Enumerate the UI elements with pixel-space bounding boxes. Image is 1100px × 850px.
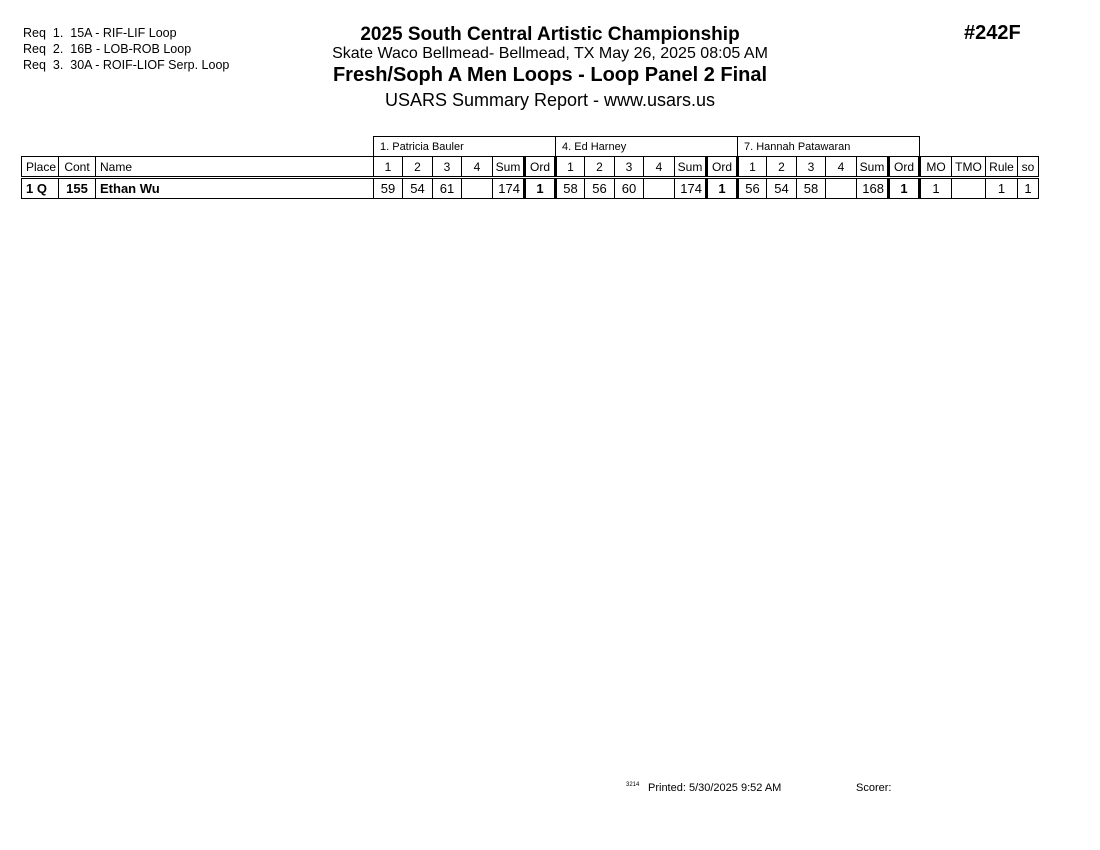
col-j4: 4: [826, 157, 857, 178]
sum-cell: 174: [675, 178, 707, 199]
score-cell: 59: [374, 178, 403, 199]
event-number: #242F: [964, 22, 1021, 44]
col-ord: Ord: [889, 157, 920, 178]
score-cell: [644, 178, 675, 199]
col-j4: 4: [644, 157, 675, 178]
score-cell: 54: [767, 178, 797, 199]
score-cell: 56: [738, 178, 767, 199]
requirement-item: Req 2. 16B - LOB-ROB Loop: [23, 42, 192, 56]
results-table: [21, 136, 1039, 199]
score-cell: 60: [615, 178, 644, 199]
col-j3: 3: [433, 157, 462, 178]
col-cont: Cont: [59, 157, 96, 178]
championship-title: 2025 South Central Artistic Championship: [360, 24, 740, 45]
col-j4: 4: [462, 157, 493, 178]
score-cell: 61: [433, 178, 462, 199]
column-header-row: [22, 157, 1039, 178]
requirement-item: Req 3. 30A - ROIF-LIOF Serp. Loop: [23, 58, 230, 72]
event-title: Fresh/Soph A Men Loops - Loop Panel 2 Final: [332, 64, 768, 86]
printed-timestamp: Printed: 5/30/2025 9:52 AM: [648, 782, 782, 794]
col-j2: 2: [767, 157, 797, 178]
requirements-list: [23, 25, 229, 73]
ordinal-cell: 1: [889, 178, 920, 199]
col-name: Name: [96, 157, 374, 178]
cont-cell: 155: [59, 178, 96, 199]
judge-name: 7. Hannah Patawaran: [738, 137, 920, 157]
col-j1: 1: [738, 157, 767, 178]
scorer-label: Scorer:: [856, 782, 892, 794]
score-cell: 54: [403, 178, 433, 199]
score-cell: 58: [797, 178, 826, 199]
requirement-item: Req 1. 15A - RIF-LIF Loop: [23, 26, 177, 40]
report-title: USARS Summary Report - www.usars.us: [384, 90, 716, 110]
mo-cell: 1: [920, 178, 952, 199]
col-place: Place: [22, 157, 59, 178]
col-j1: 1: [374, 157, 403, 178]
footer-code: 3214: [626, 782, 640, 788]
ordinal-cell: 1: [707, 178, 738, 199]
venue-line: Skate Waco Bellmead- Bellmead, TX May 26, 2025 08:05 AM: [332, 45, 768, 62]
so-cell: 1: [1018, 178, 1039, 199]
col-sum: Sum: [857, 157, 889, 178]
col-j2: 2: [585, 157, 615, 178]
score-cell: [462, 178, 493, 199]
col-j3: 3: [615, 157, 644, 178]
rule-cell: 1: [986, 178, 1018, 199]
judge-header-row: [22, 137, 1039, 157]
col-j3: 3: [797, 157, 826, 178]
score-cell: [826, 178, 857, 199]
col-ord: Ord: [525, 157, 556, 178]
col-so: so: [1018, 157, 1039, 178]
judge-name: 4. Ed Harney: [556, 137, 738, 157]
col-rule: Rule: [986, 157, 1018, 178]
col-tmo: TMO: [952, 157, 986, 178]
skater-name-cell: Ethan Wu: [96, 178, 374, 199]
sum-cell: 168: [857, 178, 889, 199]
score-cell: 58: [556, 178, 585, 199]
col-mo: MO: [920, 157, 952, 178]
judge-name: 1. Patricia Bauler: [374, 137, 556, 157]
col-j1: 1: [556, 157, 585, 178]
col-sum: Sum: [675, 157, 707, 178]
col-j2: 2: [403, 157, 433, 178]
sum-cell: 174: [493, 178, 525, 199]
tmo-cell: [952, 178, 986, 199]
place-cell: 1 Q: [22, 178, 59, 199]
col-ord: Ord: [707, 157, 738, 178]
table-row: [22, 178, 1039, 199]
col-sum: Sum: [493, 157, 525, 178]
score-cell: 56: [585, 178, 615, 199]
ordinal-cell: 1: [525, 178, 556, 199]
